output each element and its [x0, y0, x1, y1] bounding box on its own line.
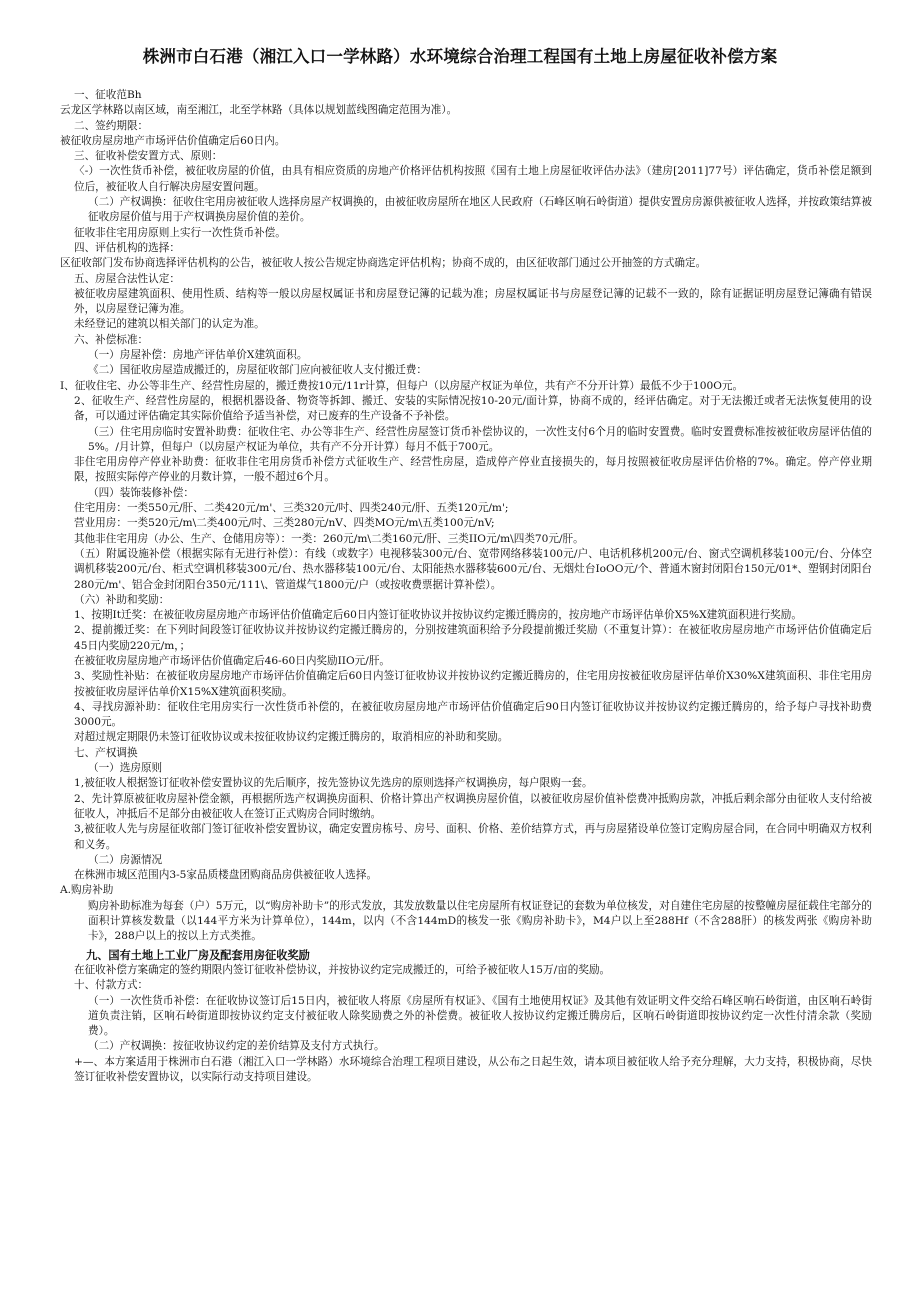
paragraph: 五、房屋合法性认定：: [74, 272, 180, 285]
paragraph: 3、奖励性补贴：在被征收房屋房地产市场评估价值确定后60日内签订征收协议并按协议约定搬近腾房的，住宅用房按被征收房屋评估单价X30%X建筑面积、非住宅用房按被征收房屋评估单价X15%X建筑面积奖励。: [74, 670, 872, 698]
paragraph: 未经登记的建筑以相关部门的认定为准。: [74, 318, 265, 331]
paragraph: （一）选房原则: [88, 762, 163, 775]
paragraph: （一）一次性货币补偿：在征收协议签订后15日内，被征收人将原《房屋所有权证》、《国有土地使用权证》及其他有效证明文件交给石峰区响石岭街道，由区响石岭街道负责注销，区响石岭街道即按协议约定支付被征收人除奖励费之外的补偿费。被征收人按协议约定搬迁腾房后，区响石岭街道即按协议约定一次性付清余款（奖励费）。: [88, 994, 872, 1038]
paragraph: 1,被征收人根据签订征收补偿安置协议的先后顺序，按先签协议先选房的原则选择产权调换房，每户限购一套。: [74, 777, 593, 790]
paragraph: （二）产权调换：按征收协议约定的差价结算及支付方式执行。: [88, 1040, 385, 1053]
paragraph: 七、产权调换: [74, 746, 138, 759]
document-title: 株洲市白石港（湘江入口一学林路）水环境综合治理工程国有土地上房屋征收补偿方案: [142, 47, 778, 66]
paragraph: 购房补助标准为每套（户）5万元，以“购房补助卡”的形式发放，其发放数量以住宅房屋所有权证登记的套数为单位核发，对自建住宅房屋的按整幢房屋征载住宅部分的面积计算核发数量（以144平方米为计算单位），144m，以内（不含144mD的核发一张《购房补助卡》，M4户以上至288Hf（不含288肝）的核发两张《购房补助卡》，288户以上的按以上方式类推。: [88, 899, 872, 943]
document-body: [60, 88, 872, 1085]
paragraph: 被征收房屋房地产市场评估价值确定后60日内。: [60, 134, 286, 147]
paragraph: 2、提前搬迁奖：在下列时间段签订征收协议并按协议约定搬迁腾房的，分别按建筑面积给予分段提前搬迁奖励（不重复计算）：在被征收房屋房地产市场评估价值确定后45日内奖励220元/m，；: [74, 624, 872, 652]
paragraph: 非住宅用房停产停业补助费：征收非住宅用房货币补偿方式征收生产、经营性房屋，造成停产停业直接损失的，每月按照被征收房屋评估价格的7%。确定。停产停业期限，按照实际停产停业的月数计算，一般不超过6个月。: [74, 456, 872, 484]
paragraph: 其他非住宅用房（办公、生产、仓储用房等）：一类：260元/m\二类160元/肝、三类IIO元/m\四类70元/肝。: [74, 532, 584, 545]
paragraph: 住宅用房：一类550元/肝、二类420元/m'、三类320元/吋、四类240元/肝、五类120元/m';: [74, 502, 509, 515]
paragraph: 被征收房屋建筑面积、使用性质、结构等一般以房屋权属证书和房屋登记簿的记载为准；房屋权属证书与房屋登记簿的记载不一致的，除有证据证明房屋登记簿确有错误外，以房屋登记簿为准。: [74, 287, 872, 316]
paragraph: 2、征收生产、经营性房屋的，根据机器设备、物资等拆卸、搬迁、安装的实际情况按10-20元/面计算，协商不成的，经评估确定。对于无法搬迁或者无法恢复使用的设备，可以通过评估确定其实际价值给予适当补偿，对已废弃的生产设备不予补偿。: [74, 394, 872, 423]
paragraph: 4、寻找房源补助：征收住宅用房实行一次性货币补偿的，在被征收房屋房地产市场评估价值确定后90日内签订征收协议并按协议约定搬迁腾房的，给予每户寻找补助费3000元。: [74, 700, 872, 729]
paragraph: 十、付款方式：: [74, 979, 149, 992]
paragraph: （二）产权调换：征收住宅用房被征收人选择房屋产权调换的，由被征收房屋所在地区人民政府（石峰区响石岭街道）提供安置房房源供被征收人选择，并按政策结算被征收房屋价值与用于产权调换房屋价值的差价。: [88, 196, 872, 224]
paragraph: 九、国有土地上工业厂房及配套用房征收奖励: [86, 948, 310, 962]
paragraph: （四）装饰装修补偿：: [88, 486, 194, 499]
paragraph: 1、按期It迁奖：在被征收房屋房地产市场评估价值确定后60日内签订征收协议并按协议约定搬迁腾房的，按房地产市场评估单价X5%X建筑面积进行奖励。: [74, 609, 802, 622]
paragraph: （二）房源情况: [88, 853, 163, 866]
paragraph: 2、先计算原被征收房屋补偿金额，再根据所选产权调换房面积、价格计算出产权调换房屋价值，以被征收房屋价值补偿费冲抵购房款，冲抵后剩余部分由征收人支付给被征收人，冲抵后不足部分由被征收人在签订正式购房合同时缴纳。: [74, 792, 872, 820]
paragraph: （三）住宅用房临时安置补助费：征收住宅、办公等非生产、经营性房屋签订货币补偿协议的，一次性支付6个月的临时安置费。临时安置费标准按被征收房屋评估值的5%。/月计算，但每户（以房屋产权证为单位，共有产不分开计算）每月不低于700元。: [88, 425, 872, 453]
paragraph: 一、征收范Bh: [74, 89, 142, 101]
paragraph: 在株洲市城区范围内3-5家品质楼盘团购商品房供被征收人选择。: [74, 869, 378, 882]
paragraph: 在被征收房屋房地产市场评估价值确定后46-60日内奖励IIO元/肝。: [74, 654, 391, 667]
paragraph: 二、签约期限：: [74, 119, 149, 132]
paragraph: 3,被征收人先与房屋征收部门签订征收补偿安置协议，确定安置房栋号、房号、面积、价格、差价结算方式，再与房屋猪设单位签订定购房屋合同，在合同中明确双方权利和义务。: [74, 823, 872, 851]
paragraph: 六、补偿标准：: [74, 333, 149, 346]
paragraph: I、征收住宅、办公等非生产、经营性房屋的，搬迁费按10元/11r计算，但每户（以房屋产权证为单位，共有产不分开计算）最低不少于100O元。: [60, 379, 744, 392]
paragraph: 〈-）一次性货币补偿，被征收房屋的价值，由具有相应资质的房地产价格评估机构按照《国有土地上房屋征收评估办法》（建房[2011]77号）评估确定，货币补偿足额到位后，被征收人自行解决房屋安置问题。: [74, 165, 872, 193]
paragraph: （一）房屋补偿：房地产评估单价X建筑面积。: [88, 349, 308, 362]
paragraph: 对超过规定期限仍未签订征收协议或未按征收协议约定搬迁腾房的，取消相应的补助和奖励。: [74, 731, 509, 744]
paragraph: 在征收补偿方案确定的签约期限内签订征收补偿协议，并按协议约定完成搬迁的，可给予被征收人15万/亩的奖励。: [74, 963, 611, 976]
paragraph: 云龙区学林路以南区域，南至湘江，北至学林路（具体以规划蓝线图确定范围为准）。: [60, 104, 458, 117]
paragraph: （五）附属设施补偿（根据实际有无进行补偿）：有线（或数字）电视移装300元/台、宽带网络移装100元/户、电话机移机200元/台、窗式空调机移装100元/台、分体空调机移装200元/台、柜式空调机移装300元/台、热水器移装100元/台、太阳能热水器移装600元/台、无烟灶台IoOO元/个、普通木窗封闭阳台150元/01*、塑钢封闭阳台280元/m'、铝合金封闭阳台350元/111\、管道煤气1800元/户（或按收费票据计算补偿）。: [74, 547, 872, 591]
paragraph: 《二）国征收房屋造成搬迁的，房屋征收部门应向被征收人支付搬迁费：: [88, 364, 427, 377]
paragraph: 三、征收补偿安置方式、原则：: [74, 150, 223, 163]
paragraph: 四、评估机构的选择：: [74, 241, 180, 254]
paragraph: 区征收部门发布协商选择评估机构的公告，被征收人按公告规定协商选定评估机构；协商不成的，由区征收部门通过公开抽签的方式确定。: [60, 257, 707, 270]
paragraph: 征收非住宅用房原则上实行一次性货币补偿。: [74, 226, 286, 239]
paragraph: A.购房补助: [60, 884, 114, 897]
paragraph: +—、本方案适用于株洲市白石港（湘江入口一学林路）水环境综合治理工程项目建设，从公布之日起生效，请本项目被征收人给予充分理解，大力支持，积极协商，尽快签订征收补偿安置协议，以实际行动支持项目建设。: [74, 1055, 872, 1083]
paragraph: 营业用房：一类520元/m\二类400元/吋、三类280元/nV、四类MO元/m\五类100元/nV;: [74, 517, 495, 530]
paragraph: （六）补助和奖励：: [74, 593, 170, 606]
